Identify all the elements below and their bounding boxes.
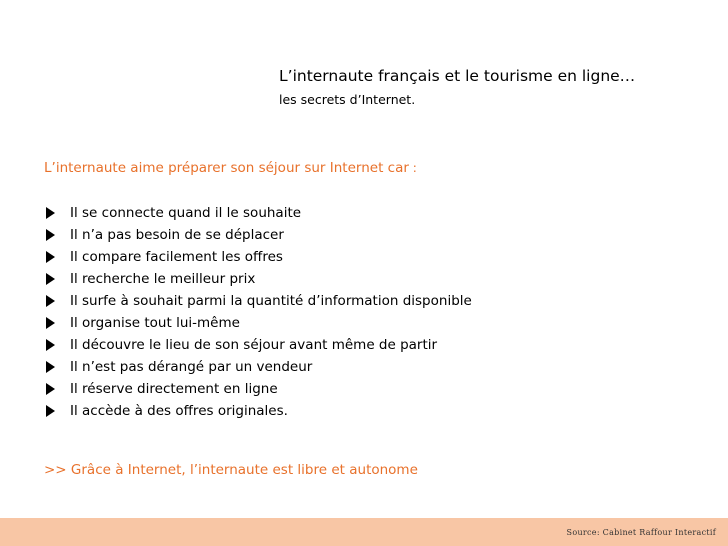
arrow-right-icon: [46, 339, 55, 351]
arrow-right-icon: [46, 383, 55, 395]
list-item-text: Il compare facilement les offres: [70, 249, 283, 265]
list-item: [44, 312, 472, 334]
arrow-right-icon: [46, 229, 55, 241]
list-item-text: Il n’a pas besoin de se déplacer: [70, 227, 284, 243]
arrow-right-icon: [46, 295, 55, 307]
list-item-text: Il se connecte quand il le souhaite: [70, 205, 302, 221]
conclusion-text: >> Grâce à Internet, l’internaute est libre et autonome: [44, 462, 418, 478]
arrow-right-icon: [46, 361, 55, 373]
slide-subtitle: les secrets d’Internet.: [279, 92, 416, 107]
list-item-text: Il organise tout lui-même: [70, 315, 240, 331]
list-item-text: Il recherche le meilleur prix: [70, 271, 256, 287]
intro-colon: :: [408, 161, 417, 175]
slide-title: L’internaute français et le tourisme en ligne…: [279, 67, 636, 85]
list-item: [44, 290, 472, 312]
list-item: [44, 334, 472, 356]
arrow-right-icon: [46, 317, 55, 329]
arrow-right-icon: [46, 405, 55, 417]
footer-bar: [0, 518, 728, 546]
list-item: [44, 202, 472, 224]
list-item: [44, 356, 472, 378]
list-item-text: Il accède à des offres originales.: [70, 403, 288, 419]
list-item-text: Il n’est pas dérangé par un vendeur: [70, 359, 313, 375]
arrow-right-icon: [46, 207, 55, 219]
arrow-right-icon: [46, 251, 55, 263]
intro-label: L’internaute aime préparer son séjour sur Internet car: [44, 160, 409, 176]
list-item: [44, 246, 472, 268]
arrow-right-icon: [46, 273, 55, 285]
list-item: [44, 224, 472, 246]
list-item-text: Il surfe à souhait parmi la quantité d’information disponible: [70, 293, 472, 309]
bullet-list: [44, 202, 472, 422]
list-item-text: Il réserve directement en ligne: [70, 381, 278, 397]
list-item-text: Il découvre le lieu de son séjour avant même de partir: [70, 337, 438, 353]
intro-text: [44, 158, 417, 178]
list-item: [44, 378, 472, 400]
list-item: [44, 400, 472, 422]
source-credit: Source: Cabinet Raffour Interactif: [566, 528, 716, 537]
list-item: [44, 268, 472, 290]
